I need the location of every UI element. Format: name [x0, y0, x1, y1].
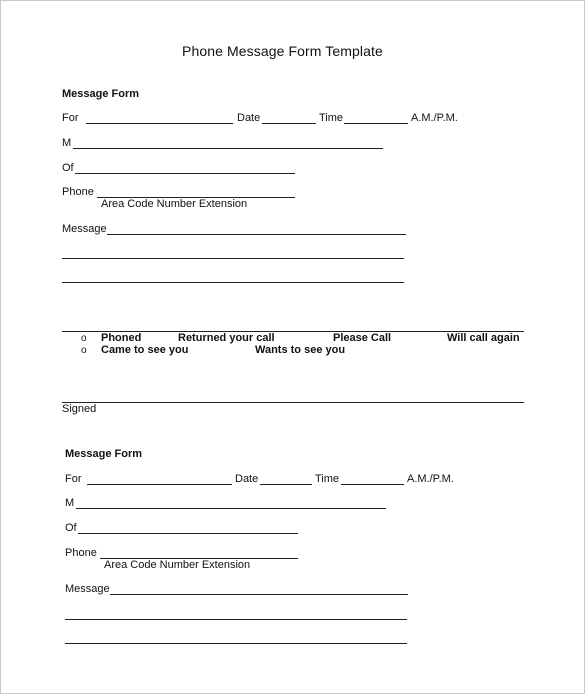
form1-date-field[interactable]: [262, 123, 316, 124]
form1-of-label: Of: [62, 162, 74, 174]
form2-message-line-3[interactable]: [65, 643, 407, 644]
form1-message-line-3[interactable]: [62, 282, 404, 283]
page-title: Phone Message Form Template: [182, 43, 383, 59]
form1-time-label: Time: [319, 112, 344, 124]
form2-message-label: Message: [65, 583, 110, 595]
form2-m-field[interactable]: [76, 508, 386, 509]
form2-phone-sublabel: Area Code Number Extension: [104, 559, 251, 571]
form2-ampm-label: A.M./P.M.: [407, 473, 454, 485]
form1-phone-sublabel: Area Code Number Extension: [101, 198, 248, 210]
form2-date-field[interactable]: [260, 484, 312, 485]
form2-for-field[interactable]: [87, 484, 232, 485]
form2-time-field[interactable]: [341, 484, 404, 485]
form1-option-returned[interactable]: Returned your call: [178, 332, 275, 344]
form1-option-wants[interactable]: Wants to see you: [255, 344, 346, 356]
form2-of-field[interactable]: [78, 533, 298, 534]
form2-date-label: Date: [235, 473, 259, 485]
form1-signed-label: Signed: [62, 403, 97, 415]
form2-message-line-1[interactable]: [110, 594, 408, 595]
form1-heading: Message Form: [62, 88, 140, 100]
form1-option-phoned[interactable]: Phoned: [101, 332, 142, 344]
form2-time-label: Time: [315, 473, 340, 485]
form1-option-please-call[interactable]: Please Call: [333, 332, 392, 344]
form1-option-bullet-2: o: [81, 345, 87, 356]
form1-m-label: M: [62, 137, 72, 149]
form2-m-label: M: [65, 497, 75, 509]
form2-heading: Message Form: [65, 448, 143, 460]
form1-message-line-1[interactable]: [107, 234, 406, 235]
form2-message-line-2[interactable]: [65, 619, 407, 620]
form2-of-label: Of: [65, 522, 77, 534]
form1-option-will-call[interactable]: Will call again: [447, 332, 520, 344]
form1-m-field[interactable]: [73, 148, 383, 149]
form1-message-line-2[interactable]: [62, 258, 404, 259]
form1-for-field[interactable]: [86, 123, 233, 124]
form1-of-field[interactable]: [75, 173, 295, 174]
form1-message-label: Message: [62, 223, 107, 235]
form1-option-came[interactable]: Came to see you: [101, 344, 189, 356]
form2-for-label: For: [65, 473, 82, 485]
form2-phone-label: Phone: [65, 547, 97, 559]
form1-for-label: For: [62, 112, 79, 124]
form1-time-field[interactable]: [344, 123, 408, 124]
form1-option-bullet-1: o: [81, 333, 87, 344]
form1-date-label: Date: [237, 112, 261, 124]
form1-ampm-label: A.M./P.M.: [411, 112, 458, 124]
form1-signed-line[interactable]: [62, 402, 524, 403]
form1-phone-label: Phone: [62, 186, 94, 198]
